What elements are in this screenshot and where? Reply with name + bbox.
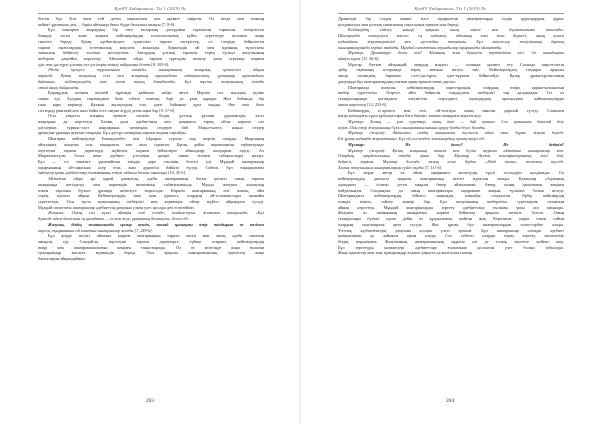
text-line: әдіс пен дәстүрлі ұлттық сөз үлгілерін тиімді пайдалана білген [8, 105-6].	[38, 61, 170, 67]
text-line: кейінгі ұрпағыма деп, ... бәрін айтқанда биыл бірде басылым шықты [7, 8-6].	[38, 21, 176, 27]
right-page	[300, 0, 600, 424]
text-line: Айтылған ойды әрі қарай дамытсақ, әдеби шығарманың басты қасиеті оның тарихи	[48, 176, 264, 182]
text-line: жақтарын да көрсетеді. Халық ауыз әдебиетінің мол қазынасы терең ойлы көркем сөз	[38, 118, 264, 124]
header-rule-right	[338, 13, 564, 14]
text-line: Мұндай сипаттағы шығармалар әдебиеттің дамуына үлкен үлес қосады деп есептейміз.	[38, 204, 195, 210]
text-line: автор халықтың тарихын, салт-дәстүрін, әдет-ғұрпын бейнелейді. Қазақ драматургиясының	[338, 73, 564, 79]
text-line: Бұл жерде автор өз ойын оқырманға жеткізудің түрлі тәсілдерін қолданады. Ол	[348, 170, 564, 176]
text-line: Шығармада көтерілген мәселе, ең алдымен, адамның ішкі жан дүниесі, оның қоғам	[338, 33, 564, 39]
text-line: Жазушы, біздің заманымызда ғұмыр кешіп, талай қызықты өмір тағдырын өз көзімен	[48, 221, 264, 227]
text-line: анықтау еді. Сондай-ақ зерттеуші тарихи деректерге сүйене отырып, кейіпкерлердің	[38, 239, 264, 245]
text-line: Шығарма кейіпкерлері Бекмұхамбет пен Ыдырыс туралы сыр шертіп отырды. Мырзаның	[48, 136, 264, 142]
text-line: адамдығы — ісінен» деген мақалы бекер айтылмаған. Автор халық даналығын кеңінен	[338, 181, 564, 187]
text-line: өмірі мен шығармашылығын кеңінен таныстырады. Ол өз кезегінде жаңа ғылыми	[38, 244, 264, 250]
text-line: Қарақұдық кезінен келмей тұрғанда қайғылы хабар жетті. Мерзім сол жылдың күзіне	[48, 90, 264, 96]
text-line: еңбектер қазақ әдебиеттану ғылымының елеулі табысы болып саналады [10, 45-6].	[38, 170, 186, 176]
text-line: білген бұл біле екен ғой деген ықыласпен көп қызмет сіңірген. Ол кезде мен өзімнің	[38, 16, 264, 21]
text-line: әрбір оқиғаның астарында терең мағына жатуы тиіс. Кейіпкерлердің тағдыры арқылы	[338, 67, 564, 73]
text-line: алдындағы жауапкершілігі мен ар-ождан тазалығы. Бұл мәселелер жазушының барлық	[338, 38, 564, 44]
page-number-left: 203	[145, 398, 155, 404]
text-line: Мұхтар: Не деген? Не дейтін?	[348, 141, 564, 147]
text-line: пайдаланады. Сондықтан да оның шығармалары оқырманға жақын, түсінікті болып келеді.	[338, 187, 564, 193]
text-line: Шығармадағы кейіпкерлердің бейнесі нанымды, шынайы сомдалған. Әрбір кейіпкердің	[338, 193, 564, 199]
text-line: Бұл жерде негізгі ойымыз көркем шығарманың тарихи негізі мен оның әдеби сипатын	[48, 233, 264, 239]
text-line: эпикалық бейнелеу тәсіліне негізделген. Автордың ұлттық тарихты терең түсінуі жазушының	[38, 50, 264, 56]
right-page-body	[338, 16, 564, 256]
text-line: Олардың әрқайсысының өзіндік орны бар. Мұхтар Әуезов шығармаларының тілі бай,	[338, 153, 564, 159]
text-line: Кейіпкердің іс-әрекеті мен сөзі, ой-толғауы оның мінезін даралай түседі. Сонымен	[348, 107, 564, 113]
text-line: Мұхтар (жауап): Қазақ халқының өткені мен бүгіні туралы айтатын шығармалар көп.	[348, 147, 564, 153]
text-line: айтуынша, жазушы осы тақырыпта көп жыл ізденген. Бұған дейін жарияланған еңбектерінде	[38, 141, 264, 147]
text-line: ұрпақтан-ұрпаққа ауысып отырады. Бұл дәстүр халықтың тарихи жадын сақтайды.	[38, 130, 187, 136]
text-line: байланыс, кейіпкерлердің ішкі әлемі терең баяндалады. Бұл тұста жазушының өзіндік	[38, 78, 264, 84]
text-line: Мырзахметұлы болса көне әдебиет үлгілерін қазіргі заман тілімен сабақтастыра жазды.	[38, 153, 264, 159]
text-line: Мұхтар: Драматург деген кім? Адамның жан дүниесін зерттейтін кісі. Ол шындықты	[348, 50, 564, 56]
text-line: Бұл шығарма жыраудың бір өзге ғасырлық дәстүрінен тартылған тарихтан, өзгертілген	[48, 27, 264, 33]
text-line: терең, идеясы айқын. Кейіпкерлердің ішкі жан дүниесі, олардың ой-толғаныстары шынайы	[38, 193, 264, 199]
text-line: айтуы керек [11, 56-6].	[338, 56, 380, 62]
text-line: таман еді. Аулдың сыртындағы биік төбеге шығып, бәрі де ұзақ қарады. Жол бойында бір	[38, 96, 264, 102]
text-line: керек. Осы пікір жазушының бүкіл шығармашылығына арқау болды деуге болады.	[338, 124, 486, 130]
text-line: біздің парызымыз. Жазушының шығармашылық мұрасы әлі де толық зерттеле қойған жоқ.	[338, 239, 564, 245]
text-line: кейіпкерлердің диалогы арқылы шығарманың негізгі идеясын ашады. Қазақтың «Адамның	[338, 176, 564, 182]
text-line: Мұхтар (жауап): Айтылған сөздің мағынасын түсінген адам ғана дұрыс жауап береді.	[348, 130, 564, 136]
text-line: Біз ұрпақ алдында жауаптымыз. Бұл ой сол кездегі зиялылардың ортақ пікірі еді.	[338, 136, 485, 142]
text-line: бейнелі, көркем. Мұхтар дегенде халық есіне бірден «Абай жолы» эпопеясы түседі.	[338, 158, 564, 164]
text-line: тұжырымдар жасауға мүмкіндік береді. Осы арқылы шығармашылық ізденістің жаңа	[38, 250, 264, 256]
text-line: Шығармада жазушы кейіпкерлердің мінез-құлқын, олардың өзара қарым-қатынасын	[348, 84, 564, 90]
text-line: үлгілеріне, тұрмыс-салт жырларына, шешендік сөздерге бай. Мақал-мәтел, нақыл сөздер	[38, 124, 264, 130]
text-line: Кейіпкердің сөйлеу мәнері арқылы оның мінезі мен дүниетанымы ашылады.	[348, 27, 564, 33]
text-line: зерттеуші тарихи деректерді жүйелеп, көркем бейнелерге айналдыру жолдарын іздеді. Ал	[38, 147, 264, 153]
text-line: айқын көрсетеді. Мұндай шығармаларды зерттеу әдебиеттану ғылымы үшін аса маңызды.	[338, 204, 564, 210]
text-line: Жаңа ізденістер мен тың тұжырымдар алдағы уақытта да жалғасын таппақ.	[338, 250, 473, 256]
text-line: көрінеді. Қазақ халқының ескі мен жаңаның арасындағы сабақтастық, ұрпақтар арасындағы	[38, 73, 264, 79]
text-line: тарихи оқиғалардың эстетикалық мақсаты ашылады. Көркемдік ой мен идеяның тұтастығы	[38, 44, 264, 50]
text-line: өткен тарихын бүгінгі ұрпаққа жеткізуге тырысады. Көркем шығарманың тілі жатық, ойы	[38, 187, 264, 193]
text-line: Халық жазушының шығармаларын сүйіп оқиды [7, 111-6].	[338, 164, 443, 170]
left-page-body	[38, 16, 264, 262]
text-line: стилі анық байқалады.	[38, 84, 80, 90]
text-line: туындыларында қоғамдағы әлеуметтік теңсіздікті, адамдардың арасындағы қайшылықтарды	[338, 96, 564, 102]
text-line: сол күнді ұмытпай көп жыл бойы есте сақтап жүрді деген аңыз бар [9, 17-6].	[38, 107, 176, 113]
text-line: Мұхтар: Халық — ұлы суреткер, оның тілі — бай қазына. Сол қазынаны бағалай білу	[348, 118, 564, 124]
text-line: суреттеледі. Осы тұста жазушының шеберлігі мен көркемдік ойлау жүйесі айқындала түседі.	[38, 199, 264, 204]
text-line: Драматург бір тілден екінші тілге аударылған шығармаларда тілдік құралдардың дұрыс	[338, 16, 564, 21]
running-header-left: ҚазҰУ Хабаршысы. Тіл 1 (2019) №	[114, 6, 186, 11]
text-line: бағыттарын айқындаймыз.	[38, 256, 86, 262]
text-line: олардың мән-маңызы арта түсуде. Жас ұрпақ бұл шығармалардан тәлім-тәрбие алады.	[338, 221, 564, 227]
text-line: Әдеби процесс тұрғысынан алғанда, шығарманың жанрлық ерекшелігі айқын	[48, 67, 264, 73]
text-line: Бұл — ол ешкімге ұқсамайтын өзіндік дара стилінің белгісі еді. Мұндай шығармалар	[38, 158, 264, 164]
text-line: Осы уақытта өлеңнің ерекше сипаты біздің ұлттық рухани дүниеміздің әлсіз	[48, 113, 264, 119]
text-line: шебер суреттеген. Әсіресе әйел бейнесін сомдаудағы шеберлігі таң қалдырады. Ол өз	[338, 90, 564, 96]
text-line: сипатта береді. Қазақ әдебиетіндегі түпкілікті тарихи өзгерістер, ол ілгеріде бейнелеген	[38, 38, 264, 44]
text-line: Жазушы: Оның сол күнгі айтқан сөзі есімде, ағайын-туыс жиналып отырғанда: «Бұл	[48, 210, 264, 216]
text-line: туындылары бүгінгі күнге дейін өз құндылығын жойған жоқ. Керісінше, уақыт өткен сайын	[338, 216, 564, 222]
text-line: шындыққа негізделуі мен көркемдік шешімінің табиғилығында. Мұнда жазушы халықтың	[38, 181, 264, 187]
text-line: қазынасынан да лайықты орын алады. Сол себепті оларды терең зерттеу, насихаттау	[338, 233, 564, 239]
text-line: Ұлттық әдебиетіміздің дамуына қосқан үлесі ерекше. Бұл шығармалар әлемдік әдебиет	[338, 227, 564, 233]
page-number-right: 204	[445, 398, 455, 404]
text-line: өзіндік мінезі, сөйлеу мәнері бар. Бұл жазушының шеберлігін, суреткерлік талантын	[338, 199, 564, 204]
text-line: баяндау тәсілі және көркем кейіпкерлердің психологиялық күйін суреттеуде келешек жаңа	[38, 33, 264, 39]
text-line: шығармаларында көрініс табады. Мұндай сипаттағы туындылар оқырманды ойлантады.	[338, 44, 503, 50]
text-line: ашып көрсетеді [12, 233-6].	[338, 101, 388, 107]
header-rule-left	[38, 13, 264, 14]
text-line: көрген, оқырманына ой салатын шығармалар жазды [7, 249-6].	[38, 227, 153, 233]
running-header-right: ҚазҰУ Хабаршысы. Тіл 1 (2019) №	[414, 6, 486, 11]
text-line: Мұхтар Әуезов айтқандай, өнердің міндеті — халыққа қызмет ету. Сахнада көрсетілетін	[348, 61, 564, 67]
text-line: қатар қоғамдағы түрлі құбылыстарға баға беріліп, замана шындығы көрсетіледі.	[338, 113, 482, 119]
text-line: шеберлік деңгейін көрсетеді. Айтылған ойды тарихи тұрғыдан жеткізу үшін суреткер көркем	[38, 56, 264, 62]
text-line: қолданылуы мен ұлттық сипатының сақталуына ерекше мән береді.	[338, 21, 460, 27]
text-line: дүниеде адам баласына ең қымбаты — ел мен жер, ұрпақтың болашағы» деген еді.	[38, 216, 189, 222]
text-line: оқырманның ой-санасына әсер етіп, жан дүниесін байыта түседі. Сөйтіп, бұл тақырыптағы	[38, 164, 264, 170]
text-line: Бұл зерттеудің нәтижелері әдебиеттану ғылымына қосылған үлес болып табылады.	[338, 244, 564, 250]
text-line: дамуында бұл шығармалардың алатын орны ерекше екені даусыз.	[338, 78, 456, 84]
text-line: ғана қара көрінеді. Қалжан ақсақалдың ескі әдеті бойынша дұға оқыды. Әке мен бала	[38, 101, 264, 107]
text-line: Жазушы өз заманының шындығын көркем бейнелер арқылы жеткізе білген. Оның	[338, 210, 564, 216]
